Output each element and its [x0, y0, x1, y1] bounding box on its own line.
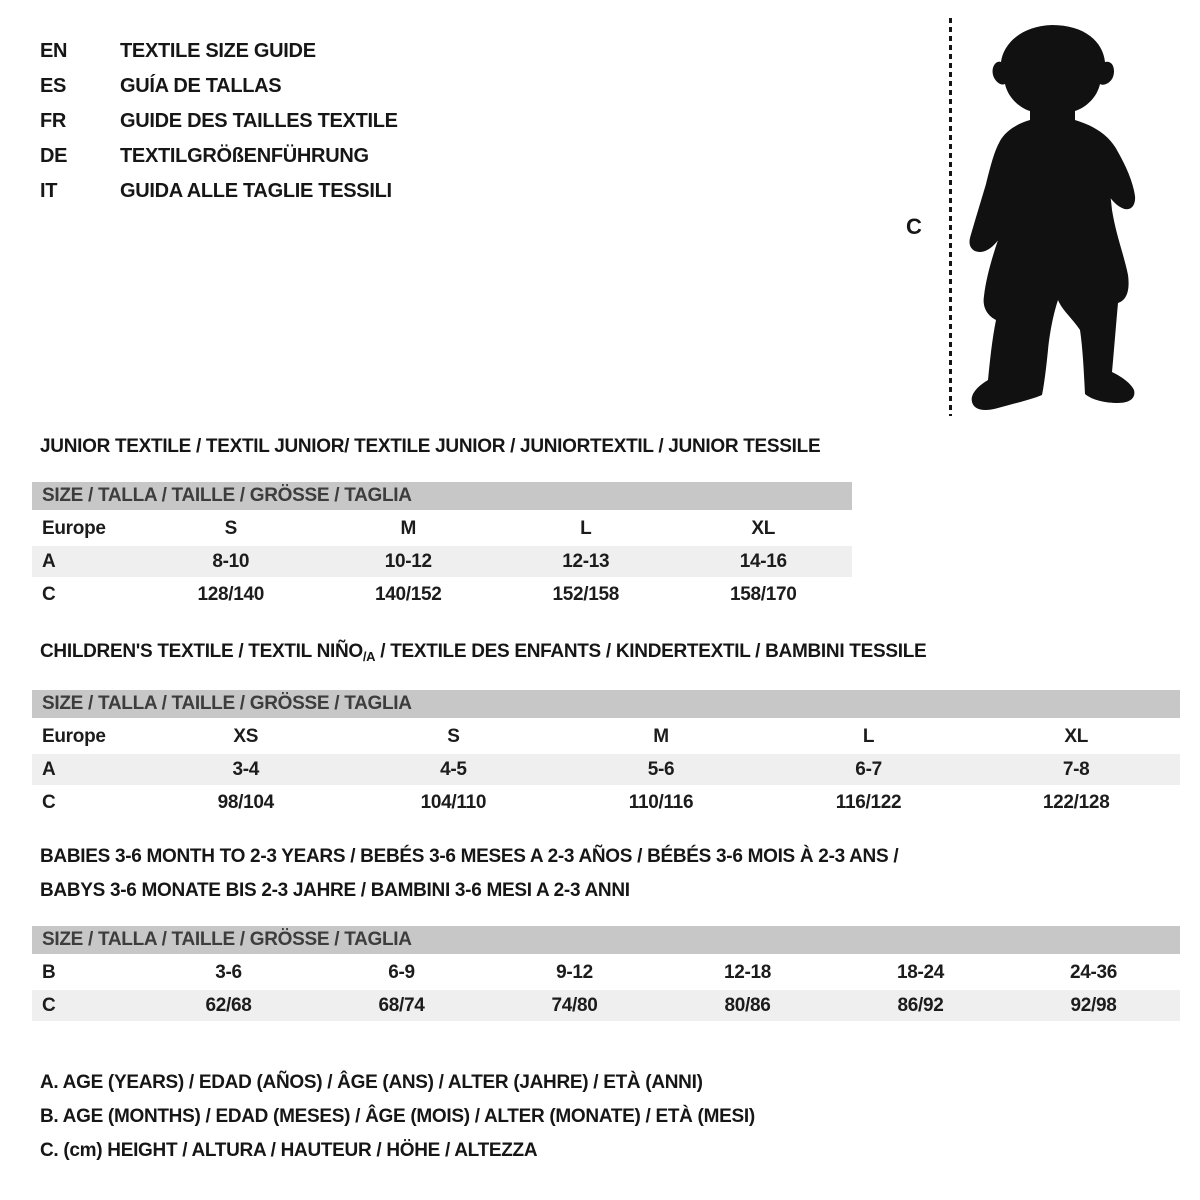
height-value: 80/86: [724, 994, 771, 1016]
junior-columns-row: [32, 513, 852, 544]
age-value: 5-6: [647, 758, 675, 780]
guide-title-es: GUÍA DE TALLAS: [120, 75, 282, 97]
height-value: 98/104: [217, 791, 274, 813]
language-row-de: [40, 139, 398, 174]
language-row-it: [40, 174, 398, 209]
children-row-age: [32, 754, 1180, 785]
height-value: 92/98: [1070, 994, 1117, 1016]
babies-section-title-line2: BABYS 3-6 MONATE BIS 2-3 JAHRE / BAMBINI 3-6 MESI A 2-3 ANNI: [40, 880, 630, 901]
height-value: 104/110: [420, 791, 487, 813]
junior-size-header-bar: SIZE / TALLA / TAILLE / GRÖSSE / TAGLIA: [32, 482, 852, 510]
junior-row-age: [32, 546, 852, 577]
measurement-legend: [40, 1066, 755, 1168]
months-value: 24-36: [1069, 961, 1118, 983]
children-title-pre: CHILDREN'S TEXTILE / TEXTIL NIÑO: [40, 641, 363, 662]
age-value: 10-12: [384, 550, 432, 572]
size-col-m: M: [400, 517, 417, 539]
height-dashed-line: [949, 18, 952, 416]
legend-line-b: B. AGE (MONTHS) / EDAD (MESES) / ÂGE (MOIS) / ALTER (MONATE) / ETÀ (MESI): [40, 1106, 755, 1127]
size-col-s: S: [224, 517, 237, 539]
size-col-m: M: [653, 725, 669, 747]
age-value: 12-13: [562, 550, 610, 572]
height-value: 74/80: [551, 994, 598, 1016]
size-col-s: S: [447, 725, 460, 747]
age-value: 7-8: [1062, 758, 1090, 780]
junior-size-table: [32, 482, 852, 612]
height-value: 158/170: [729, 583, 797, 605]
region-label: Europe: [42, 725, 106, 747]
guide-title-fr: GUIDE DES TAILLES TEXTILE: [120, 110, 398, 132]
months-value: 9-12: [556, 961, 593, 983]
months-value: 12-18: [723, 961, 772, 983]
language-code: IT: [40, 180, 58, 202]
height-value: 62/68: [205, 994, 252, 1016]
babies-size-table: [32, 926, 1180, 1023]
size-col-l: L: [580, 517, 592, 539]
age-value: 4-5: [440, 758, 467, 780]
language-row-fr: [40, 104, 398, 139]
row-label: A: [42, 550, 56, 572]
age-value: 14-16: [739, 550, 787, 572]
language-code: ES: [40, 75, 67, 97]
children-size-table: [32, 690, 1180, 820]
months-value: 6-9: [388, 961, 415, 983]
row-label: C: [42, 583, 56, 605]
height-value: 122/128: [1042, 791, 1110, 813]
size-col-l: L: [862, 725, 875, 747]
legend-line-c: C. (cm) HEIGHT / ALTURA / HAUTEUR / HÖHE / ALTEZZA: [40, 1140, 538, 1161]
size-col-xl: XL: [1064, 725, 1089, 747]
months-value: 18-24: [896, 961, 945, 983]
height-value: 86/92: [897, 994, 944, 1016]
junior-row-height: [32, 579, 852, 610]
guide-title-en: TEXTILE SIZE GUIDE: [120, 40, 316, 62]
height-value: 116/122: [835, 791, 902, 813]
row-label: A: [42, 758, 56, 780]
age-value: 8-10: [212, 550, 250, 572]
children-title-post: / TEXTILE DES ENFANTS / KINDERTEXTIL / BAMBINI TESSILE: [375, 641, 927, 662]
height-value: 110/116: [628, 791, 694, 813]
children-row-height: [32, 787, 1180, 818]
height-value: 68/74: [378, 994, 425, 1016]
row-label: C: [42, 791, 56, 813]
language-title-list: [40, 34, 398, 209]
children-section-title: [40, 641, 926, 664]
height-value: 128/140: [197, 583, 265, 605]
legend-line-a: A. AGE (YEARS) / EDAD (AÑOS) / ÂGE (ANS) / ALTER (JAHRE) / ETÀ (ANNI): [40, 1072, 703, 1093]
guide-title-de: TEXTILGRÖßENFÜHRUNG: [120, 145, 369, 167]
babies-section-title-line1: BABIES 3-6 MONTH TO 2-3 YEARS / BEBÉS 3-6 MESES A 2-3 AÑOS / BÉBÉS 3-6 MOIS À 2-3 ANS /: [40, 846, 899, 867]
height-measure-label: C: [906, 214, 922, 239]
language-row-es: [40, 69, 398, 104]
language-code: FR: [40, 110, 67, 132]
language-code: EN: [40, 40, 68, 62]
children-size-header-bar: SIZE / TALLA / TAILLE / GRÖSSE / TAGLIA: [32, 690, 1180, 718]
children-columns-row: [32, 721, 1180, 752]
children-title-subscript: /A: [362, 649, 376, 664]
language-code: DE: [40, 145, 68, 167]
months-value: 3-6: [215, 961, 242, 983]
height-value: 140/152: [374, 583, 442, 605]
language-row-en: [40, 34, 398, 69]
row-label: B: [42, 961, 56, 983]
size-col-xl: XL: [751, 517, 776, 539]
guide-title-it: GUIDA ALLE TAGLIE TESSILI: [120, 180, 392, 202]
junior-section-title: JUNIOR TEXTILE / TEXTIL JUNIOR/ TEXTILE JUNIOR / JUNIORTEXTIL / JUNIOR TESSILE: [40, 436, 821, 457]
babies-size-header-bar: SIZE / TALLA / TAILLE / GRÖSSE / TAGLIA: [32, 926, 1180, 954]
babies-row-height: [32, 990, 1180, 1021]
age-value: 6-7: [855, 758, 882, 780]
region-label: Europe: [42, 517, 106, 539]
size-col-xs: XS: [233, 725, 259, 747]
height-value: 152/158: [552, 583, 620, 605]
toddler-silhouette-icon: [966, 18, 1142, 414]
age-value: 3-4: [232, 758, 260, 780]
babies-row-age-months: [32, 957, 1180, 988]
row-label: C: [42, 994, 56, 1016]
